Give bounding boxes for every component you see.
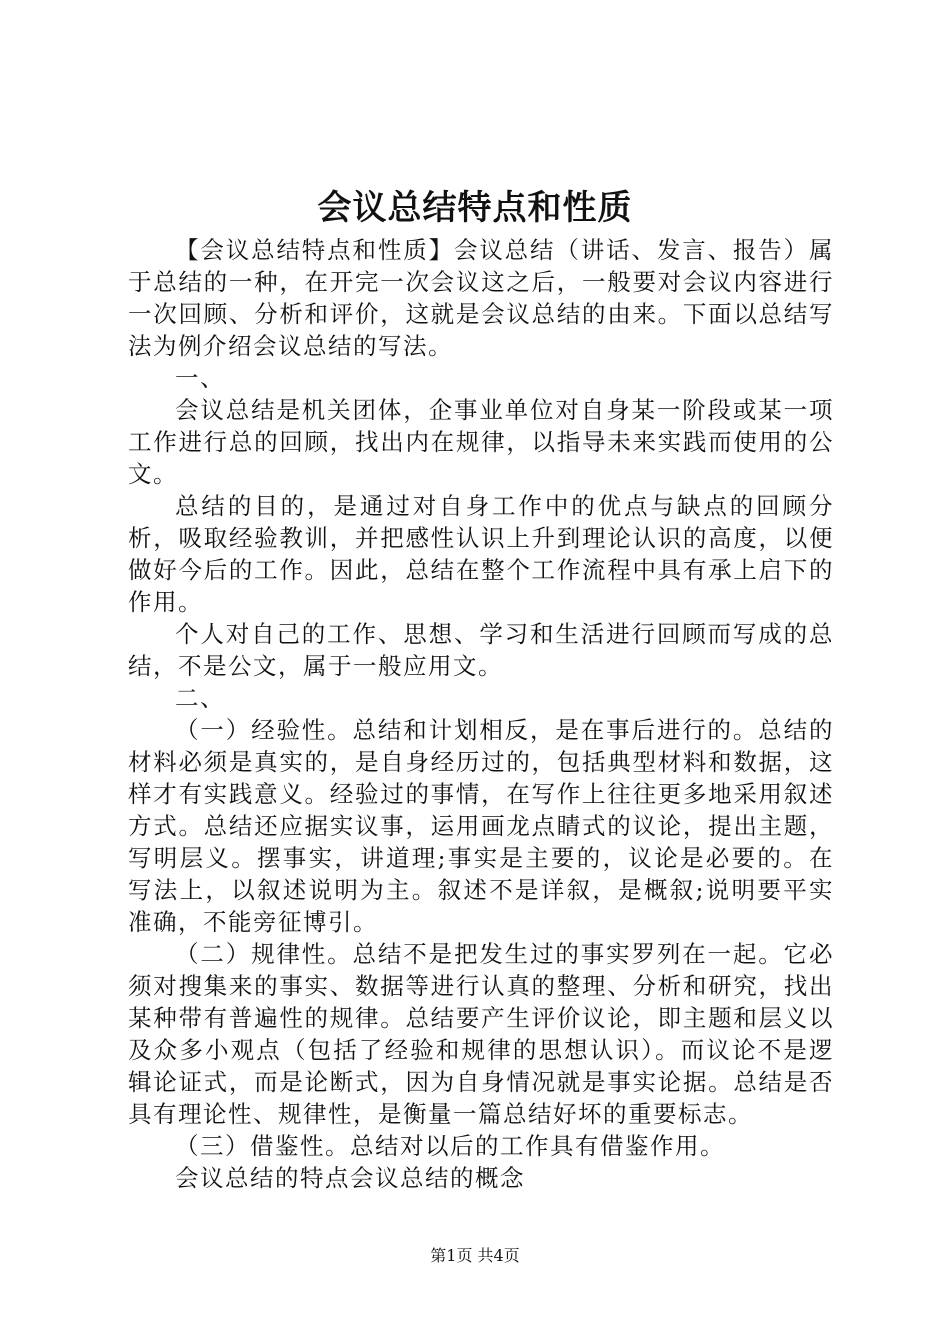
paragraph-reference: （三）借鉴性。总结对以后的工作具有借鉴作用。 (175, 1132, 725, 1160)
paragraph-closing: 会议总结的特点会议总结的概念 (175, 1164, 525, 1192)
paragraph-experience: （一）经验性。总结和计划相反，是在事后进行的。总结的材料必须是真实的，是自身经历过的，包括典型材料和数据，这样才有实践意义。经验过的事情，在写作上往往更多地采用叙述方式。总结还应据实议事，运用画龙点睛式的议论，提出主题，写明层义。摆事实，讲道理;事实是主要的，议论是必要的。在写法上，以叙述说明为主。叙述不是详叙，是概叙;说明要平实准确，不能旁征博引。 (128, 716, 834, 936)
paragraph-definition: 会议总结是机关团体，企事业单位对自身某一阶段或某一项工作进行总的回顾，找出内在规律，以指导未来实践而使用的公文。 (128, 396, 834, 488)
section-heading-one: 一、 (175, 364, 225, 392)
paragraph-intro: 【会议总结特点和性质】会议总结（讲话、发言、报告）属于总结的一种，在开完一次会议这之后，一般要对会议内容进行一次回顾、分析和评价，这就是会议总结的由来。下面以总结写法为例介绍会议总结的写法。 (128, 236, 834, 360)
section-heading-two: 二、 (175, 684, 225, 712)
document-title: 会议总结特点和性质 (317, 188, 633, 228)
paragraph-regularity: （二）规律性。总结不是把发生过的事实罗列在一起。它必须对搜集来的事实、数据等进行认真的整理、分析和研究，找出某种带有普遍性的规律。总结要产生评价议论，即主题和层义以及众多小观点（包括了经验和规律的思想认识）。而议论不是逻辑论证式，而是论断式，因为自身情况就是事实论据。总结是否具有理论性、规律性，是衡量一篇总结好坏的重要标志。 (128, 940, 834, 1128)
paragraph-personal: 个人对自己的工作、思想、学习和生活进行回顾而写成的总结，不是公文，属于一般应用文。 (128, 620, 834, 680)
document-body (128, 234, 834, 1194)
paragraph-purpose: 总结的目的，是通过对自身工作中的优点与缺点的回顾分析，吸取经验教训，并把感性认识上升到理论认识的高度，以便做好今后的工作。因此，总结在整个工作流程中具有承上启下的作用。 (128, 492, 834, 616)
page-number: 第1页 共4页 (430, 1246, 520, 1265)
